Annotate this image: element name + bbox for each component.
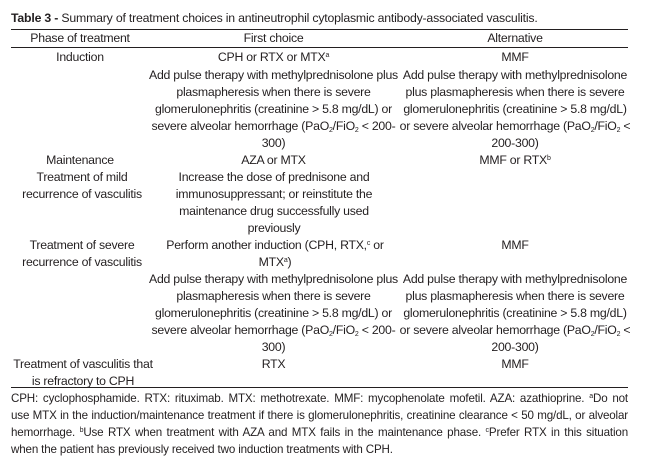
header-alternative: Alternative	[487, 31, 543, 45]
cell-text: MMF or RTX	[479, 153, 547, 167]
table-bottom-rule	[11, 387, 628, 388]
cell-text: Perform another induction (CPH, RTX,	[166, 238, 367, 252]
header-bottom-rule	[11, 47, 628, 48]
abbreviations: CPH: cyclophosphamide. RTX: rituximab. MTX: methotrexate. MMF: mycophenolate mofetil. AZA: azathioprine.	[11, 392, 590, 405]
cell-text: < 200-300)	[261, 118, 396, 150]
cell-text: or MTX	[258, 238, 384, 269]
row-induction-alt: MMF	[501, 50, 529, 64]
row-maintenance-phase: Maintenance	[46, 153, 114, 167]
row-refractory-alt: MMF	[501, 357, 529, 371]
row-severe-recurrence-alt: MMF	[501, 238, 529, 252]
cell-text: Add pulse therapy with methylprednisolone plus plasmapheresis when there is severe glomerulonephritis (creatinine > 5.8 mg/dL) or severe alveolar hemorrhage (PaO	[149, 272, 398, 337]
row-mild-recurrence-first: Increase the dose of prednisone and immunosuppressant; or reinstitute the maintenance drug successfully used previously	[175, 170, 373, 235]
subscript: 2	[354, 330, 359, 338]
table-title: Summary of treatment choices in antineutrophil cytoplasmic antibody-associated vasculitis.	[61, 11, 538, 25]
subscript: 2	[329, 330, 333, 338]
row-induction-phase: Induction	[56, 50, 104, 64]
footnote-c: Prefer RTX in this situation when the patient has previously received two induction treatments with CPH.	[11, 426, 628, 456]
row-refractory-first: RTX	[261, 357, 286, 371]
cell-text: /FiO	[332, 118, 355, 133]
row-severe-pulse-alt	[399, 271, 631, 356]
table-footnote	[11, 390, 628, 458]
cell-text: /FiO	[594, 322, 617, 337]
header-phase: Phase of treatment	[30, 31, 130, 45]
row-maintenance-alt	[399, 152, 631, 169]
table-caption	[11, 10, 538, 26]
footnote-mark-b: b	[79, 427, 84, 434]
cell-text: Add pulse therapy with methylprednisolone plus plasmapheresis when there is severe glomerulonephritis (creatinine > 5.8 mg/dL) or severe alveolar hemorrhage (PaO	[399, 272, 628, 337]
footnote-b: Use RTX when treatment with AZA and MTX fails in the maintenance phase.	[83, 426, 486, 439]
cell-text: CPH or RTX or MTX	[217, 50, 326, 64]
cell-text: < 200-300)	[491, 322, 631, 354]
row-severe-recurrence-phase: Treatment of severe recurrence of vasculitis	[22, 238, 142, 269]
table-label: Table 3 -	[11, 11, 59, 25]
row-induction-pulse-alt	[399, 67, 631, 152]
row-induction-first	[146, 49, 401, 66]
footnote-mark-c: c	[485, 427, 489, 434]
row-severe-recurrence-first	[150, 237, 400, 271]
row-refractory-phase: Treatment of vasculitis that is refractory to CPH	[13, 357, 153, 388]
cell-text: Add pulse therapy with methylprednisolone plus plasmapheresis when there is severe glomerulonephritis (creatinine > 5.8 mg/dL) or severe alveolar hemorrhage (PaO	[149, 68, 398, 133]
cell-text: /FiO	[594, 118, 617, 133]
footnote-mark: b	[546, 155, 551, 162]
cell-text: < 200-300)	[261, 322, 396, 354]
cell-text: Add pulse therapy with methylprednisolone plus plasmapheresis when there is severe glomerulonephritis (creatinine > 5.8 mg/dL) or severe alveolar hemorrhage (PaO	[399, 68, 628, 133]
header-first-choice: First choice	[243, 31, 304, 45]
footnote-a: Do not use MTX in the induction/maintenance treatment if there is glomerulonephritis, creatinine clearance < 50 mg/dL, or alveolar hemorrhage.	[11, 392, 628, 439]
subscript: 2	[616, 330, 621, 338]
subscript: 2	[354, 126, 359, 134]
row-induction-pulse-first	[146, 67, 401, 152]
footnote-mark: a	[325, 52, 330, 59]
footnote-mark: a	[283, 256, 288, 264]
row-maintenance-first: AZA or MTX	[241, 153, 306, 167]
subscript: 2	[590, 126, 595, 134]
subscript: 2	[590, 330, 595, 338]
row-mild-recurrence-phase: Treatment of mild recurrence of vasculitis	[22, 170, 142, 201]
cell-text: )	[287, 254, 292, 269]
subscript: 2	[329, 126, 333, 134]
footnote-mark: c	[366, 240, 371, 247]
cell-text: < 200-300)	[491, 118, 631, 150]
row-severe-pulse-first	[146, 271, 401, 356]
footnote-mark-a: a	[589, 393, 593, 400]
cell-text: /FiO	[332, 322, 355, 337]
subscript: 2	[616, 126, 621, 134]
